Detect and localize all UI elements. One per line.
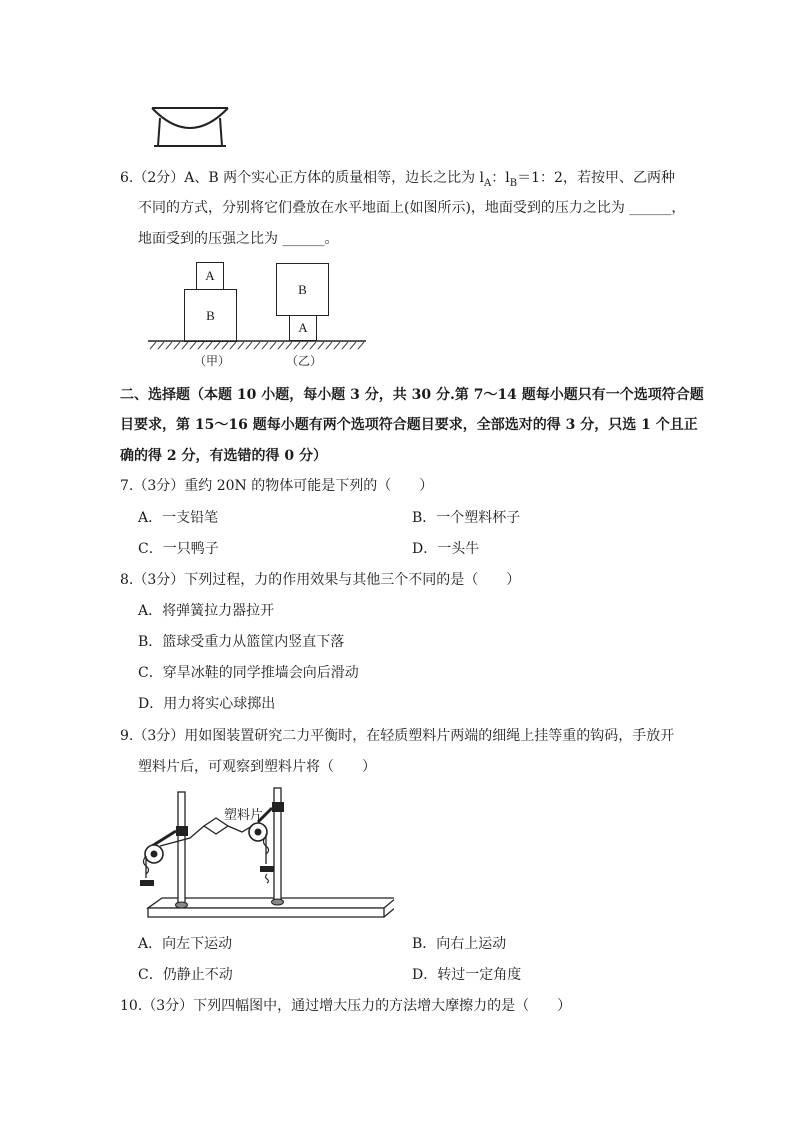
q10-stem: 10.（3分）下列四幅图中，通过增大压力的方法增大摩擦力的是（ ）	[120, 998, 572, 1014]
q6-figure	[148, 262, 368, 372]
q8-option-b: B．篮球受重力从篮筐内竖直下落	[138, 634, 345, 650]
q9-option-b: B．向右上运动	[412, 936, 507, 952]
q7-stem: 7.（3分）重约 20N 的物体可能是下列的（ ）	[120, 478, 434, 494]
section2-line3: 确的得 2 分，有选错的得 0 分）	[120, 448, 327, 464]
q8-stem: 8.（3分）下列过程，力的作用效果与其他三个不同的是（ ）	[120, 572, 521, 588]
q9-option-a: A．向左下运动	[138, 936, 233, 952]
q8-option-a: A．将弹簧拉力器拉开	[138, 603, 275, 619]
q9-stem-line1: 9.（3分）用如图装置研究二力平衡时，在轻质塑料片两端的细绳上挂等重的钩码，手放开	[120, 728, 675, 744]
balance-apparatus	[134, 786, 394, 926]
plastic-card-label: 塑料片	[224, 808, 264, 823]
q9-stem-line2: 塑料片后，可观察到塑料片将（ ）	[138, 759, 376, 775]
label-jia: （甲）	[194, 354, 231, 368]
q6-line2: 不同的方式，分别将它们叠放在水平地面上(如图所示)，地面受到的压力之比为 ______，	[138, 200, 686, 216]
q7-option-c: C．一只鸭子	[138, 541, 219, 557]
q7-option-d: D．一头牛	[412, 541, 480, 557]
q9-option-c: C．仍静止不动	[138, 967, 233, 983]
block-a-yi: A	[289, 315, 317, 341]
q7-option-b: B．一个塑料杯子	[412, 510, 521, 526]
section2-line2: 目要求，第 15～16 题每小题有两个选项符合题目要求，全部选对的得 3 分，只选 1 个且正	[120, 417, 698, 433]
section2-line1: 二、选择题（本题 10 小题，每小题 3 分，共 30 分.第 7～14 题每小题只有一个选项符合题	[120, 387, 704, 403]
label-yi: （乙）	[286, 354, 323, 368]
q7-option-a: A．一支铅笔	[138, 510, 219, 526]
q6-line3: 地面受到的压强之比为 ______。	[138, 231, 339, 247]
ground-hatch	[148, 340, 366, 350]
q8-option-d: D．用力将实心球掷出	[138, 696, 276, 712]
q6-line1: 6.（2分）A、B 两个实心正方体的质量相等，边长之比为 $l_A$：$l_B=1$：2，若按甲、乙两种	[120, 170, 675, 189]
block-b-yi: B	[276, 263, 329, 316]
block-a-jia: A	[196, 262, 224, 290]
block-b-jia: B	[184, 289, 237, 342]
q9-option-d: D．转过一定角度	[412, 967, 522, 983]
q8-option-c: C．穿旱冰鞋的同学推墙会向后滑动	[138, 665, 359, 681]
bowl-figure	[140, 98, 240, 150]
q9-figure	[134, 786, 394, 926]
